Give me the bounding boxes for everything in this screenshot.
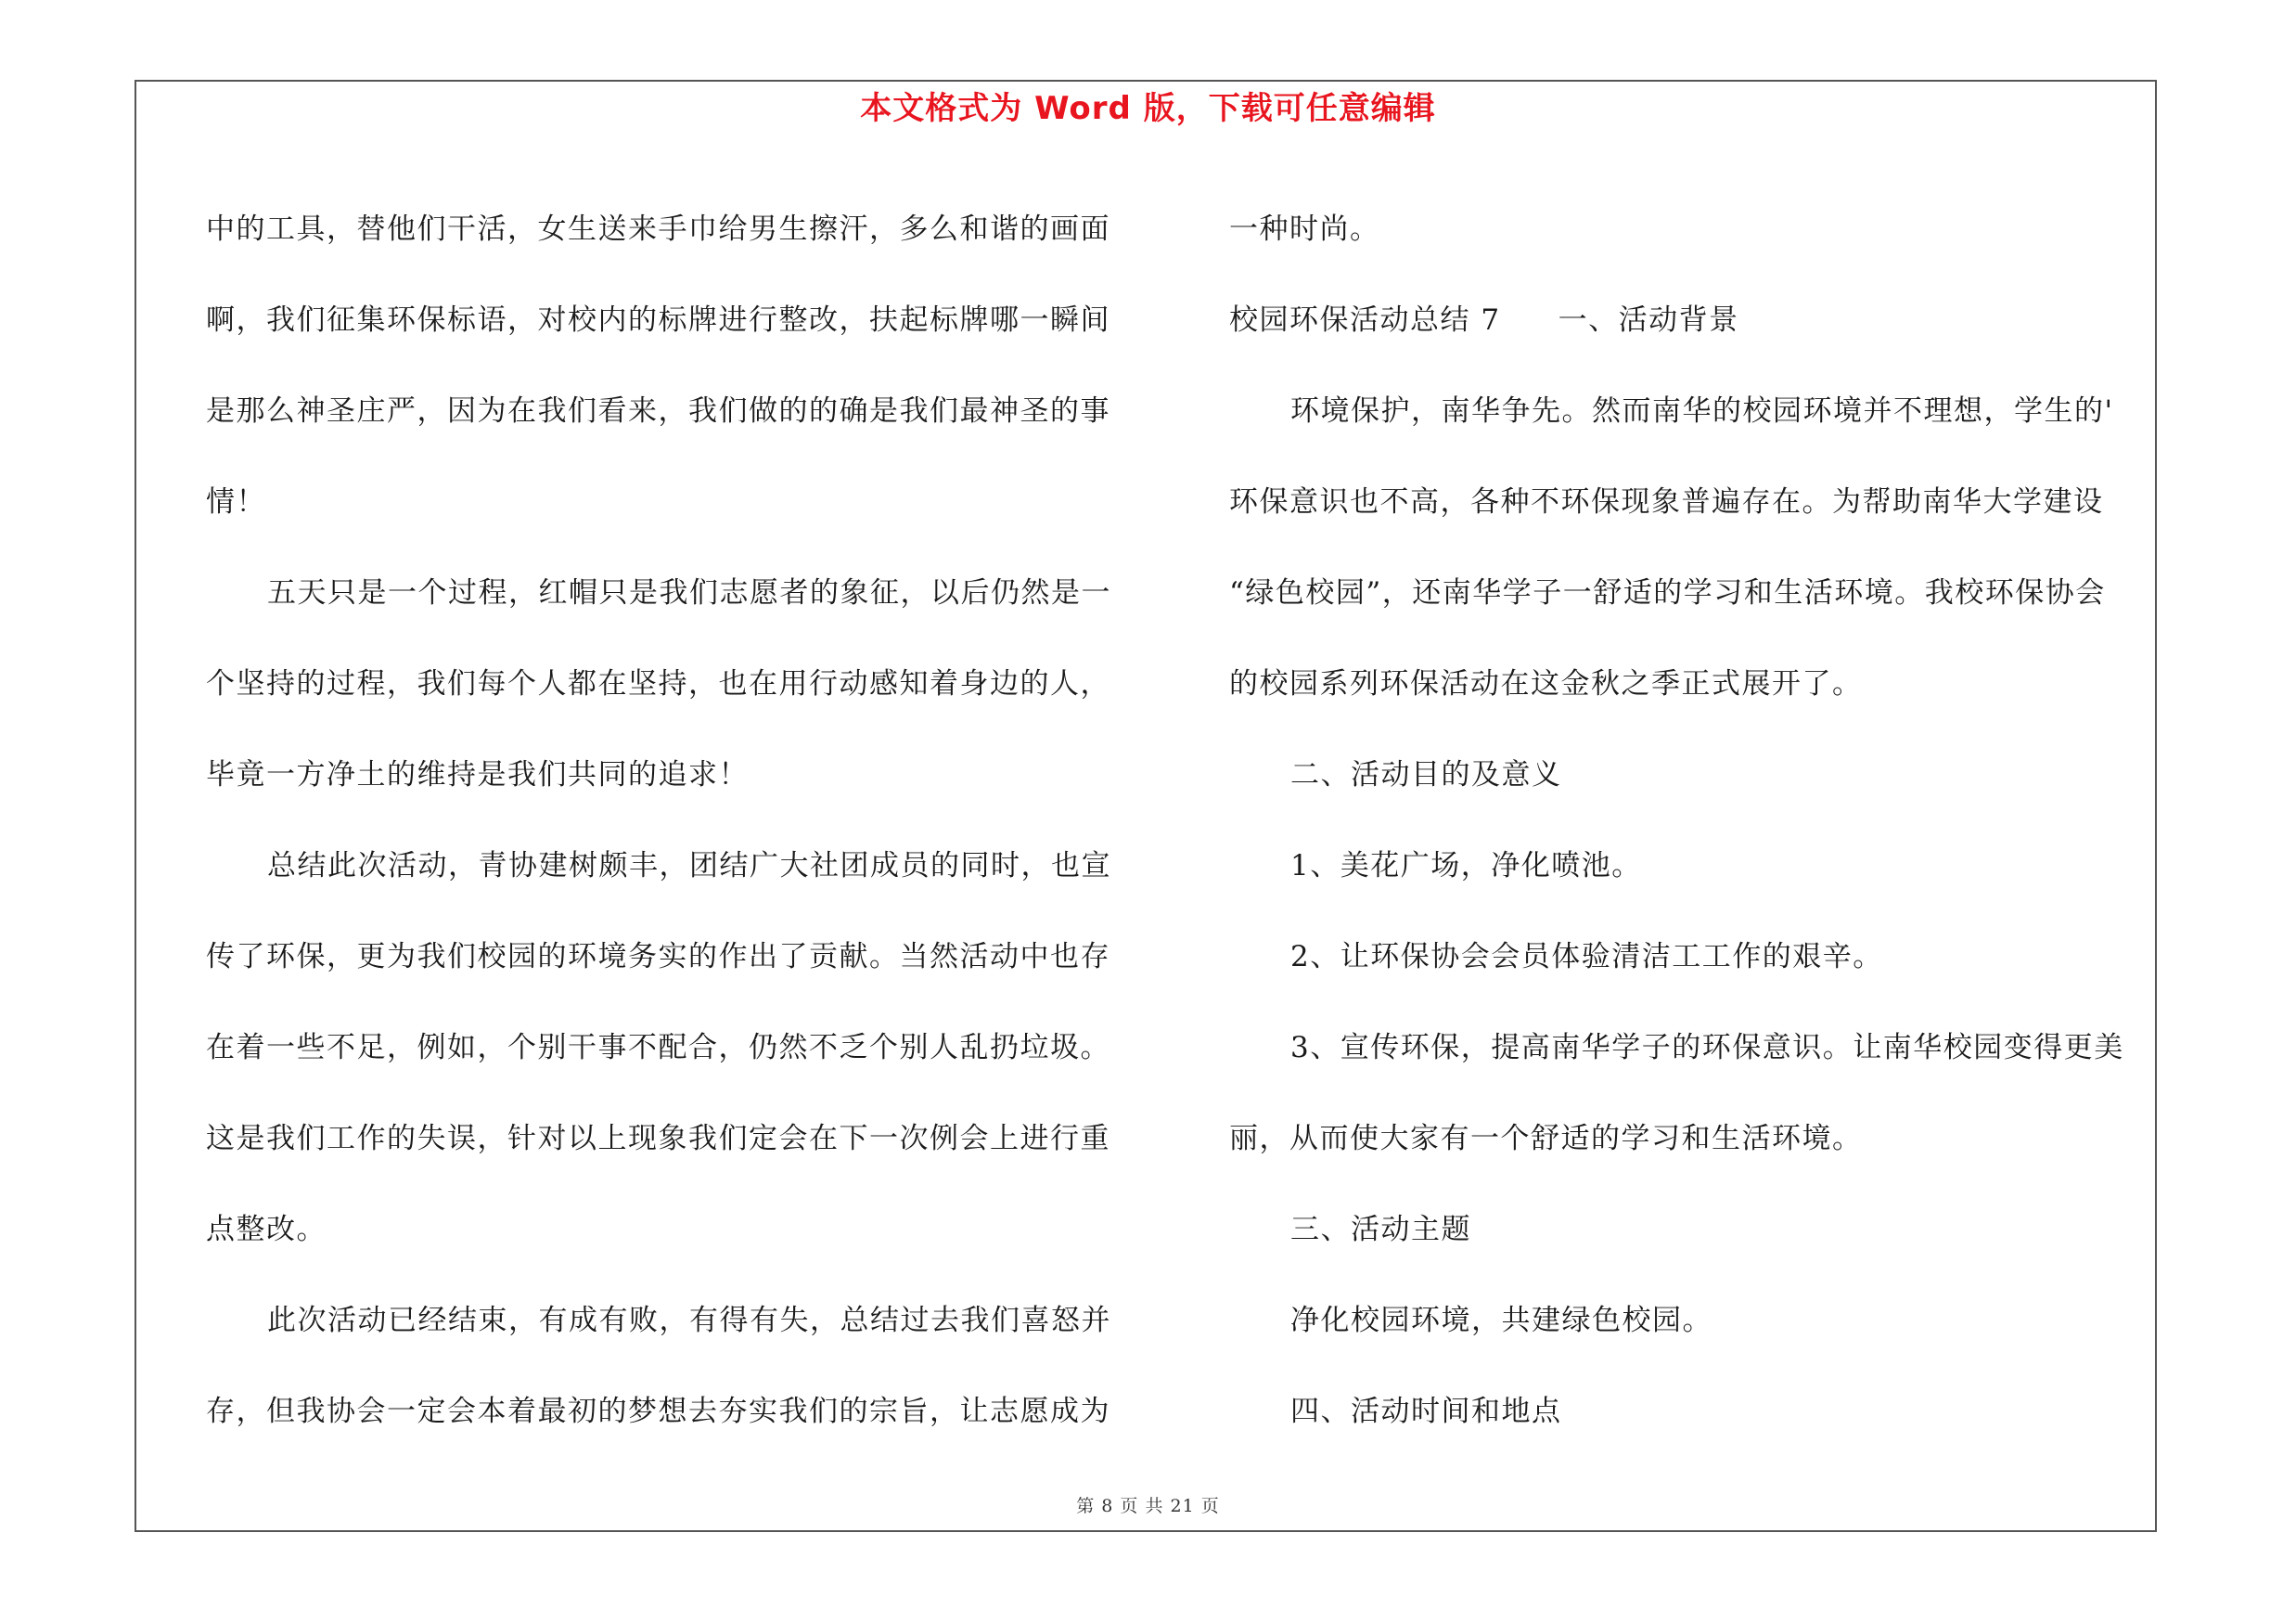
- paragraph-line: 存，但我协会一定会本着最初的梦想去夯实我们的宗旨，让志愿成为: [206, 1395, 1110, 1428]
- left-column: [206, 184, 1134, 1457]
- paragraph-line: 五天只是一个过程，红帽只是我们志愿者的象征，以后仍然是一: [267, 576, 1111, 610]
- paragraph-line: 的校园系列环保活动在这金秋之季正式展开了。: [1229, 667, 1863, 701]
- section-heading: 三、活动主题: [1290, 1213, 1471, 1246]
- section-heading: 四、活动时间和地点: [1290, 1395, 1562, 1428]
- paragraph-line: 个坚持的过程，我们每个人都在坚持，也在用行动感知着身边的人，: [206, 667, 1110, 701]
- paragraph-line: 净化校园环境，共建绿色校园。: [1290, 1304, 1712, 1337]
- list-item: 1、美花广场，净化喷池。: [1290, 849, 1642, 882]
- paragraph-line: 环境保护，南华争先。然而南华的校园环境并不理想，学生的': [1290, 394, 2114, 428]
- paragraph-line: 一种时尚。: [1229, 213, 1380, 246]
- paragraph-line: 此次活动已经结束，有成有败，有得有失，总结过去我们喜怒并: [267, 1304, 1111, 1337]
- list-item: 3、宣传环保，提高南华学子的环保意识。让南华校园变得更美: [1290, 1031, 2124, 1064]
- paragraph-line: 这是我们工作的失误，针对以上现象我们定会在下一次例会上进行重: [206, 1122, 1110, 1155]
- section-heading: 一、活动背景: [1558, 303, 1739, 337]
- paragraph-line: 毕竟一方净土的维持是我们共同的追求！: [206, 758, 749, 792]
- paragraph-line: 在着一些不足，例如，个别干事不配合，仍然不乏个别人乱扔垃圾。: [206, 1031, 1110, 1064]
- paragraph-line: 总结此次活动，青协建树颇丰，团结广大社团成员的同时，也宣: [267, 849, 1111, 882]
- right-column: [1229, 184, 2157, 1457]
- paragraph-line: 点整改。: [206, 1213, 327, 1246]
- document-title: 校园环保活动总结 7: [1229, 303, 1501, 337]
- paragraph-line: 传了环保，更为我们校园的环境务实的作出了贡献。当然活动中也存: [206, 940, 1110, 973]
- page-number: 第 8 页 共 21 页: [1076, 1496, 1220, 1516]
- list-item: 2、让环保协会会员体验清洁工工作的艰辛。: [1290, 940, 1883, 973]
- paragraph-line: 环保意识也不高，各种不环保现象普遍存在。为帮助南华大学建设: [1229, 485, 2104, 519]
- section-heading-line: [1229, 275, 2157, 366]
- section-heading: 二、活动目的及意义: [1290, 758, 1562, 792]
- word-format-banner: 本文格式为 Word 版，下载可任意编辑: [860, 90, 1436, 127]
- paragraph-line: 丽，从而使大家有一个舒适的学习和生活环境。: [1229, 1122, 1863, 1155]
- paragraph-line: 是那么神圣庄严，因为在我们看来，我们做的的确是我们最神圣的事: [206, 394, 1110, 428]
- paragraph-line: 中的工具，替他们干活，女生送来手巾给男生擦汗，多么和谐的画面: [206, 213, 1110, 246]
- paragraph-line: 啊，我们征集环保标语，对校内的标牌进行整改，扶起标牌哪一瞬间: [206, 303, 1110, 337]
- paragraph-line: “绿色校园”，还南华学子一舒适的学习和生活环境。我校环保协会: [1229, 576, 2106, 610]
- paragraph-line: 情！: [206, 485, 266, 519]
